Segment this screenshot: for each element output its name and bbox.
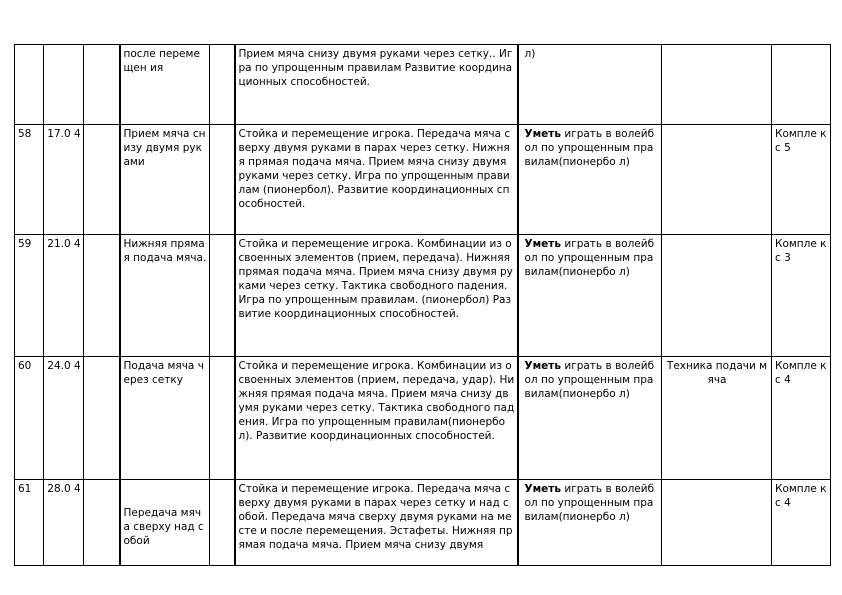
empty-cell — [84, 235, 120, 357]
requirements-text: играть в волейбол по упрощенным правилам(пионербо л) — [524, 128, 655, 168]
table-row — [15, 357, 831, 480]
requirements-bold: Уметь — [524, 238, 562, 250]
homework-cell: Компле кс 3 — [772, 235, 831, 357]
control-cell — [662, 125, 772, 235]
homework-cell: Компле кс 4 — [772, 480, 831, 566]
empty-cell — [84, 125, 120, 235]
lesson-number-cell: 58 — [15, 125, 44, 235]
table-row — [15, 480, 831, 566]
lesson-date-cell: 28.0 4 — [44, 480, 84, 566]
lesson-content-cell: Стойка и перемещение игрока. Комбинации из освоенных элементов (прием, передача, удар). Нижняя прямая подача мяча. Прием мяча снизу двумя руками через сетку. Тактика свободного падения. Игра по упрощенным правилам(пионербол). Развитие координационных способностей. — [235, 357, 518, 480]
lesson-number-cell — [15, 45, 44, 125]
control-cell: Техника подачи мяча — [662, 357, 772, 480]
empty-cell — [210, 235, 235, 357]
requirements-cell — [518, 45, 662, 125]
empty-cell — [84, 357, 120, 480]
requirements-bold: Уметь — [524, 128, 562, 140]
lesson-content-cell: Стойка и перемещение игрока. Передача мяча сверху двумя руками в парах через сетку и над собой. Передача мяча сверху двумя руками на месте и после перемещения. Эстафеты. Нижняя прямая подача мяча. Прием мяча снизу двумя — [235, 480, 518, 566]
lesson-theme-cell: Подача мяча через сетку — [120, 357, 210, 480]
requirements-cell — [518, 480, 662, 566]
lesson-date-cell: 21.0 4 — [44, 235, 84, 357]
lesson-content-cell: Прием мяча снизу двумя руками через сетку.. Игра по упрощенным правилам Развитие координационных способностей. — [235, 45, 518, 125]
lesson-number-cell: 61 — [15, 480, 44, 566]
lesson-theme-cell: Прием мяча снизу двумя руками — [120, 125, 210, 235]
requirements-text: играть в волейбол по упрощенным правилам(пионербо л) — [524, 238, 655, 278]
requirements-bold: Уметь — [524, 360, 562, 372]
homework-cell — [772, 45, 831, 125]
lesson-date-cell: 17.0 4 — [44, 125, 84, 235]
lesson-content-cell: Стойка и перемещение игрока. Комбинации из освоенных элементов (прием, передача). Нижняя прямая подача мяча. Прием мяча снизу двумя руками через сетку. Тактика свободного падения. Игра по упрощенным правилам. (пионербол) Развитие координационных способностей. — [235, 235, 518, 357]
requirements-text: л) — [524, 48, 536, 60]
lesson-theme-cell: Передача мяча сверху над собой — [120, 480, 210, 566]
requirements-cell — [518, 125, 662, 235]
empty-cell — [210, 45, 235, 125]
requirements-cell — [518, 235, 662, 357]
empty-cell — [84, 45, 120, 125]
lesson-number-cell: 59 — [15, 235, 44, 357]
lesson-theme-cell: Нижняя прямая подача мяча. — [120, 235, 210, 357]
empty-cell — [210, 480, 235, 566]
empty-cell — [84, 480, 120, 566]
requirements-text: играть в волейбол по упрощенным правилам(пионербо л) — [524, 360, 655, 400]
control-cell — [662, 45, 772, 125]
lesson-plan-table — [14, 44, 831, 566]
empty-cell — [210, 357, 235, 480]
lesson-date-cell — [44, 45, 84, 125]
table-row — [15, 235, 831, 357]
homework-cell: Компле кс 5 — [772, 125, 831, 235]
requirements-bold: Уметь — [524, 483, 562, 495]
table-row — [15, 125, 831, 235]
control-cell — [662, 480, 772, 566]
lesson-date-cell: 24.0 4 — [44, 357, 84, 480]
control-cell — [662, 235, 772, 357]
empty-cell — [210, 125, 235, 235]
lesson-number-cell: 60 — [15, 357, 44, 480]
lesson-theme-cell: после перемещен ия — [120, 45, 210, 125]
table-row — [15, 45, 831, 125]
requirements-cell — [518, 357, 662, 480]
lesson-content-cell: Стойка и перемещение игрока. Передача мяча сверху двумя руками в парах через сетку. Нижняя прямая подача мяча. Прием мяча снизу двумя руками через сетку. Игра по упрощенным правилам (пионербол). Развитие координационных способностей. — [235, 125, 518, 235]
requirements-text: играть в волейбол по упрощенным правилам(пионербо л) — [524, 483, 655, 523]
homework-cell: Компле кс 4 — [772, 357, 831, 480]
